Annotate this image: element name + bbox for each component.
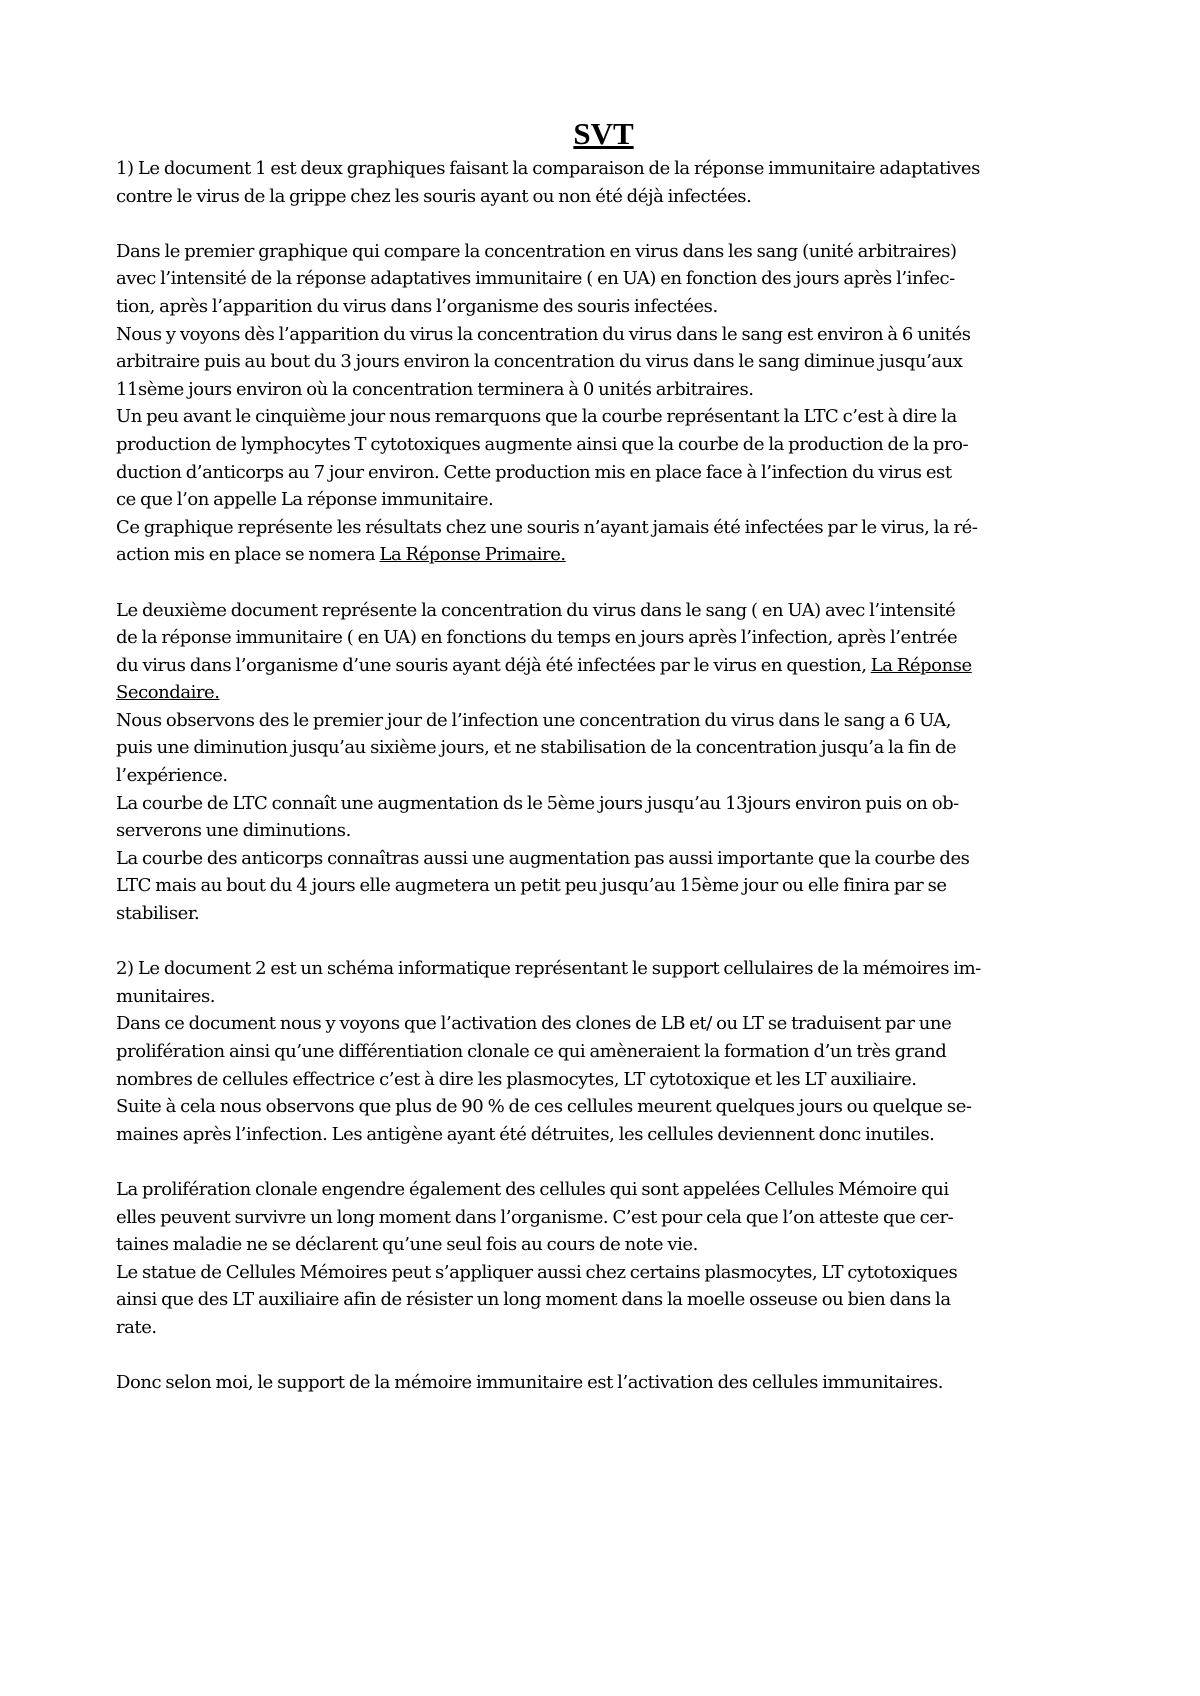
text-line: tion, après l’apparition du virus dans l’organisme des souris infectées. (116, 295, 718, 317)
text-line: Le deuxième document représente la concentration du virus dans le sang ( en UA) avec l’intensité (116, 599, 956, 621)
text-line: arbitraire puis au bout du 3 jours environ la concentration du virus dans le sang diminue jusqu’aux (116, 351, 963, 373)
text-line: elles peuvent survivre un long moment dans l’organisme. C’est pour cela que l’on atteste que cer- (116, 1206, 954, 1228)
text-line: avec l’intensité de la réponse adaptatives immunitaire ( en UA) en fonction des jours après l’infec- (116, 268, 955, 290)
text-line: Ce graphique représente les résultats chez une souris n’ayant jamais été infectées par le virus, la ré- (116, 516, 978, 538)
text-line (116, 652, 1091, 680)
document-page (116, 116, 1091, 1676)
text-line: maines après l’infection. Les antigène ayant été détruites, les cellules deviennent donc inutiles. (116, 1123, 935, 1145)
text-line: munitaires. (116, 985, 215, 1007)
text-line: taines maladie ne se déclarent qu’une seul fois au cours de note vie. (116, 1234, 698, 1256)
paragraph-spacer (116, 569, 1091, 597)
text-line: Dans le premier graphique qui compare la concentration en virus dans les sang (unité arbitraires) (116, 240, 957, 262)
paragraph-5 (116, 1176, 1091, 1342)
text-line (116, 679, 1091, 707)
text-line: Un peu avant le cinquième jour nous remarquons que la courbe représentant la LTC c’est à dire la (116, 406, 957, 428)
text-line: Suite à cela nous observons que plus de 90 % de ces cellules meurent quelques jours ou quelque se- (116, 1096, 972, 1118)
text-span: action mis en place se nomera (116, 544, 380, 566)
text-span: du virus dans l’organisme d’une souris ayant déjà été infectées par le virus en question, (116, 654, 871, 676)
text-line: l’expérience. (116, 765, 228, 787)
underlined-term-secondary-response-cont: Secondaire. (116, 682, 220, 704)
text-line: 2) Le document 2 est un schéma informatique représentant le support cellulaires de la mémoires im- (116, 958, 981, 980)
text-line: ce que l’on appelle La réponse immunitaire. (116, 489, 494, 511)
text-line: Dans ce document nous y voyons que l’activation des clones de LB et/ ou LT se traduisent par une (116, 1013, 952, 1035)
underlined-term-secondary-response: La Réponse (870, 654, 972, 676)
text-line: 1) Le document 1 est deux graphiques faisant la comparaison de la réponse immunitaire adaptatives (116, 158, 980, 179)
paragraph-spacer (116, 928, 1091, 956)
underlined-term-primary-response: La Réponse Primaire. (379, 544, 566, 566)
text-line: Nous y voyons dès l’apparition du virus la concentration du virus dans le sang est environ à 6 unités (116, 323, 971, 345)
text-line: La courbe des anticorps connaîtras aussi une augmentation pas aussi importante que la courbe des (116, 847, 970, 869)
text-line: de la réponse immunitaire ( en UA) en fonctions du temps en jours après l’infection, après l’entrée (116, 627, 958, 649)
paragraph-spacer (116, 210, 1091, 238)
text-line: rate. (116, 1316, 157, 1338)
paragraph-3 (116, 597, 1091, 928)
text-line: La courbe de LTC connaît une augmentation ds le 5ème jours jusqu’au 13jours environ puis on ob- (116, 792, 959, 814)
text-line: LTC mais au bout du 4 jours elle augmetera un petit peu jusqu’au 15ème jour ou elle finira par se (116, 875, 947, 897)
text-line: contre le virus de la grippe chez les souris ayant ou non été déjà infectées. (116, 185, 752, 207)
paragraph-2 (116, 238, 1091, 569)
paragraph-spacer (116, 1148, 1091, 1176)
paragraph-1 (116, 155, 1091, 210)
text-line: nombres de cellules effectrice c’est à dire les plasmocytes, LT cytotoxique et les LT auxiliaire. (116, 1068, 917, 1090)
text-line: Le statue de Cellules Mémoires peut s’appliquer aussi chez certains plasmocytes, LT cytotoxiques (116, 1261, 958, 1283)
text-line: production de lymphocytes T cytotoxiques augmente ainsi que la courbe de la production de la pro- (116, 433, 969, 455)
text-line: 11sème jours environ où la concentration terminera à 0 unités arbitraires. (116, 378, 754, 400)
text-line: La prolifération clonale engendre également des cellules qui sont appelées Cellules Mémoire qui (116, 1178, 949, 1200)
text-line: duction d’anticorps au 7 jour environ. Cette production mis en place face à l’infection du virus est (116, 461, 952, 483)
text-line: Donc selon moi, le support de la mémoire immunitaire est l’activation des cellules immunitaires. (116, 1372, 944, 1394)
text-line: ainsi que des LT auxiliaire afin de résister un long moment dans la moelle osseuse ou bien dans la (116, 1289, 951, 1311)
text-line (116, 541, 1091, 569)
paragraph-6 (116, 1369, 1091, 1397)
text-line: Nous observons des le premier jour de l’infection une concentration du virus dans le sang a 6 UA, (116, 709, 952, 731)
paragraph-spacer (116, 1342, 1091, 1370)
document-title: SVT (573, 116, 634, 151)
paragraph-4 (116, 955, 1091, 1148)
text-line: serverons une diminutions. (116, 820, 351, 842)
text-line: stabiliser. (116, 903, 200, 925)
text-line: prolifération ainsi qu’une différentiation clonale ce qui amèneraient la formation d’un très grand (116, 1041, 947, 1062)
text-line: puis une diminution jusqu’au sixième jours, et ne stabilisation de la concentration jusqu’a la fin de (116, 737, 957, 759)
